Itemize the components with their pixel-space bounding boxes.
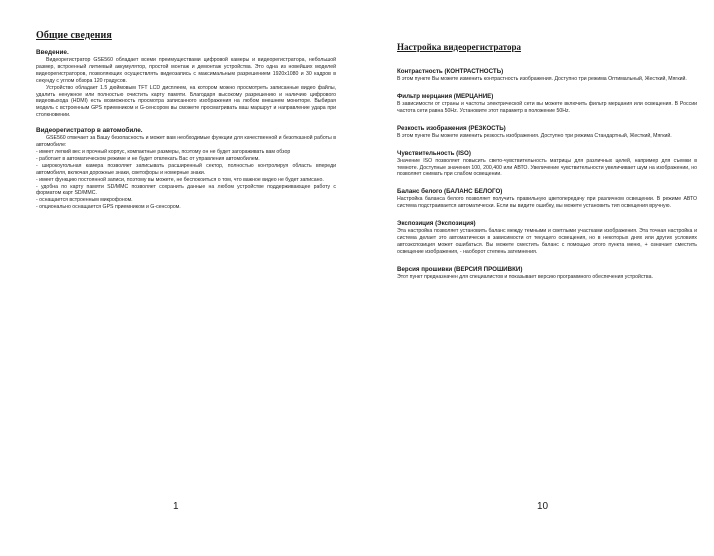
setting-description: Этот пункт предназначен для специалистов и показывает версию программного обеспечения устройства. xyxy=(397,273,653,280)
feature-list-item: - широкоугольная камера позволяет записывать расширенный сектор, полностью контролируя область впереди автомобиля, включая дорожные знаки, светофоры и номерные знаки. xyxy=(36,162,336,176)
setting-description: Значение ISO позволяет повысить свето-чувствительность матрицы для различных целей, например для съемки в темноте. Доступные значения 100, 200,400 или АВТО. Увеличение чувствительности увеличивает шум на изображении, но позволяет снимать при слабом освещении. xyxy=(397,157,697,178)
right-column xyxy=(397,42,697,291)
setting-white-balance xyxy=(397,188,697,210)
intro-paragraph: Устройство обладает 1.5 дюймовым TFT LCD дисплеем, на котором можно просмотреть записанные видео файлы, удалить ненужное или полностью очистить карту памяти. Благодаря высокому разрешению и наличию цифрового видеовыхода (HDMI) есть возможность просмотра записанного изображения на любом внешнем мониторе. Выбирая модель с встроенным GPS приемником и G-сенсором вы сможете просматривать ваш маршрут и направление удара при столкновении. xyxy=(36,84,336,119)
setting-description: Настройка баланса белого позволяет получить правильную цветопередачу при различном освещении. В режиме АВТО система подстраивается автоматически. Если вы видите ошибку, вы можете установить тип освещения вручную. xyxy=(397,196,697,210)
page-title: Настройка видеорегистратора xyxy=(397,42,521,52)
setting-flicker xyxy=(397,93,697,115)
section-heading-in-car: Видеорегистратор в автомобиле. xyxy=(36,127,143,135)
in-car-paragraph: GSE560 отвечает за Вашу безопасность и может вам необходимые функции для качественной и безотказной работы в автомобиле: xyxy=(36,135,336,149)
setting-firmware-version xyxy=(397,266,697,281)
setting-description: В зависимости от страны и частоты электрической сети вы можете включить фильтр мерцания или освещения. В России частота сети равна 50Hz. Установите этот параметр в положение 50Hz. xyxy=(397,100,697,114)
setting-description: В этом пункте Вы можете изменить контрастность изображения. Доступно три режима Оптимальный, Жесткий, Мягкий. xyxy=(397,76,687,82)
intro-paragraph: Видеорегистратор GSE560 обладает всеми преимуществами цифровой камеры и видеорегистратора, небольшой размер, встроенный литиевый аккумулятор, простой монтаж и демонтаж устройства. Это одна из новейших моделей видеорегистраторов, позволяющих осуществлять видеозапись с максимальным разрешением 1920x1080 и 30 кадров в секунду с углом обзора 120 градусов. xyxy=(36,57,336,84)
setting-heading: Резкость изображения (РЕЗКОСТЬ) xyxy=(397,124,506,132)
feature-list-item: - удобна по карту памяти SD/MMC позволяет сохранить данные на любом устройстве поддерживающее работу с форматом карт SD/MMC. xyxy=(36,183,336,197)
right-page xyxy=(357,0,714,556)
setting-heading: Баланс белого (БАЛАНС БЕЛОГО) xyxy=(397,188,503,196)
feature-list-item: - работает в автоматическом режиме и не будет отвлекать Вас от управления автомобилем. xyxy=(36,155,260,162)
setting-heading: Фильтр мерцания (МЕРЦАНИЕ) xyxy=(397,92,494,100)
setting-sharpness xyxy=(397,125,697,140)
setting-contrast xyxy=(397,68,697,83)
page-title: Общие сведения xyxy=(36,30,112,41)
section-heading-intro: Введение. xyxy=(36,49,69,56)
setting-exposure xyxy=(397,220,697,256)
feature-list-item: - имеет функцию постоянной записи, поэтому вы можете, не беспокоиться о том, что важное видео не будет записано. xyxy=(36,176,324,183)
setting-description: В этом пункте Вы можете изменить резкость изображения. Доступно три режима Стандартный, Жесткий, Мягкий. xyxy=(397,132,672,139)
page-number: 10 xyxy=(537,501,549,512)
setting-heading: Экспозиция (Экспозиция) xyxy=(397,220,476,228)
page-number: 1 xyxy=(173,501,179,512)
setting-heading: Версия прошивки (ВЕРСИЯ ПРОШИВКИ) xyxy=(397,265,523,273)
setting-heading: Контрастность (КОНТРАСТНОСТЬ) xyxy=(397,68,504,75)
setting-description: Эта настройка позволяет установить баланс между темными и светлыми участками изображения. Эта точная настройка и система делает это автоматически в зависимости от текущего освещения, но в некоторых днях или других условиях автоэкспозиция может ошибаться. Вы можете сместить баланс с помощью этого пункта меню, + означает сместить освещение изображения, - наоборот степень затемнения. xyxy=(397,228,697,255)
setting-iso xyxy=(397,150,697,179)
setting-heading: Чувствительность (ISO) xyxy=(397,149,471,157)
feature-list-item: - имеет легкий вес и прочный корпус, компактные размеры, поэтому он не будет загораживать вам обзор xyxy=(36,148,291,155)
feature-list-item: - оснащается встроенным микрофоном. xyxy=(36,197,133,204)
left-column xyxy=(36,30,336,211)
feature-list-item: - опционально оснащается GPS приемником и G-сенсором. xyxy=(36,204,181,211)
